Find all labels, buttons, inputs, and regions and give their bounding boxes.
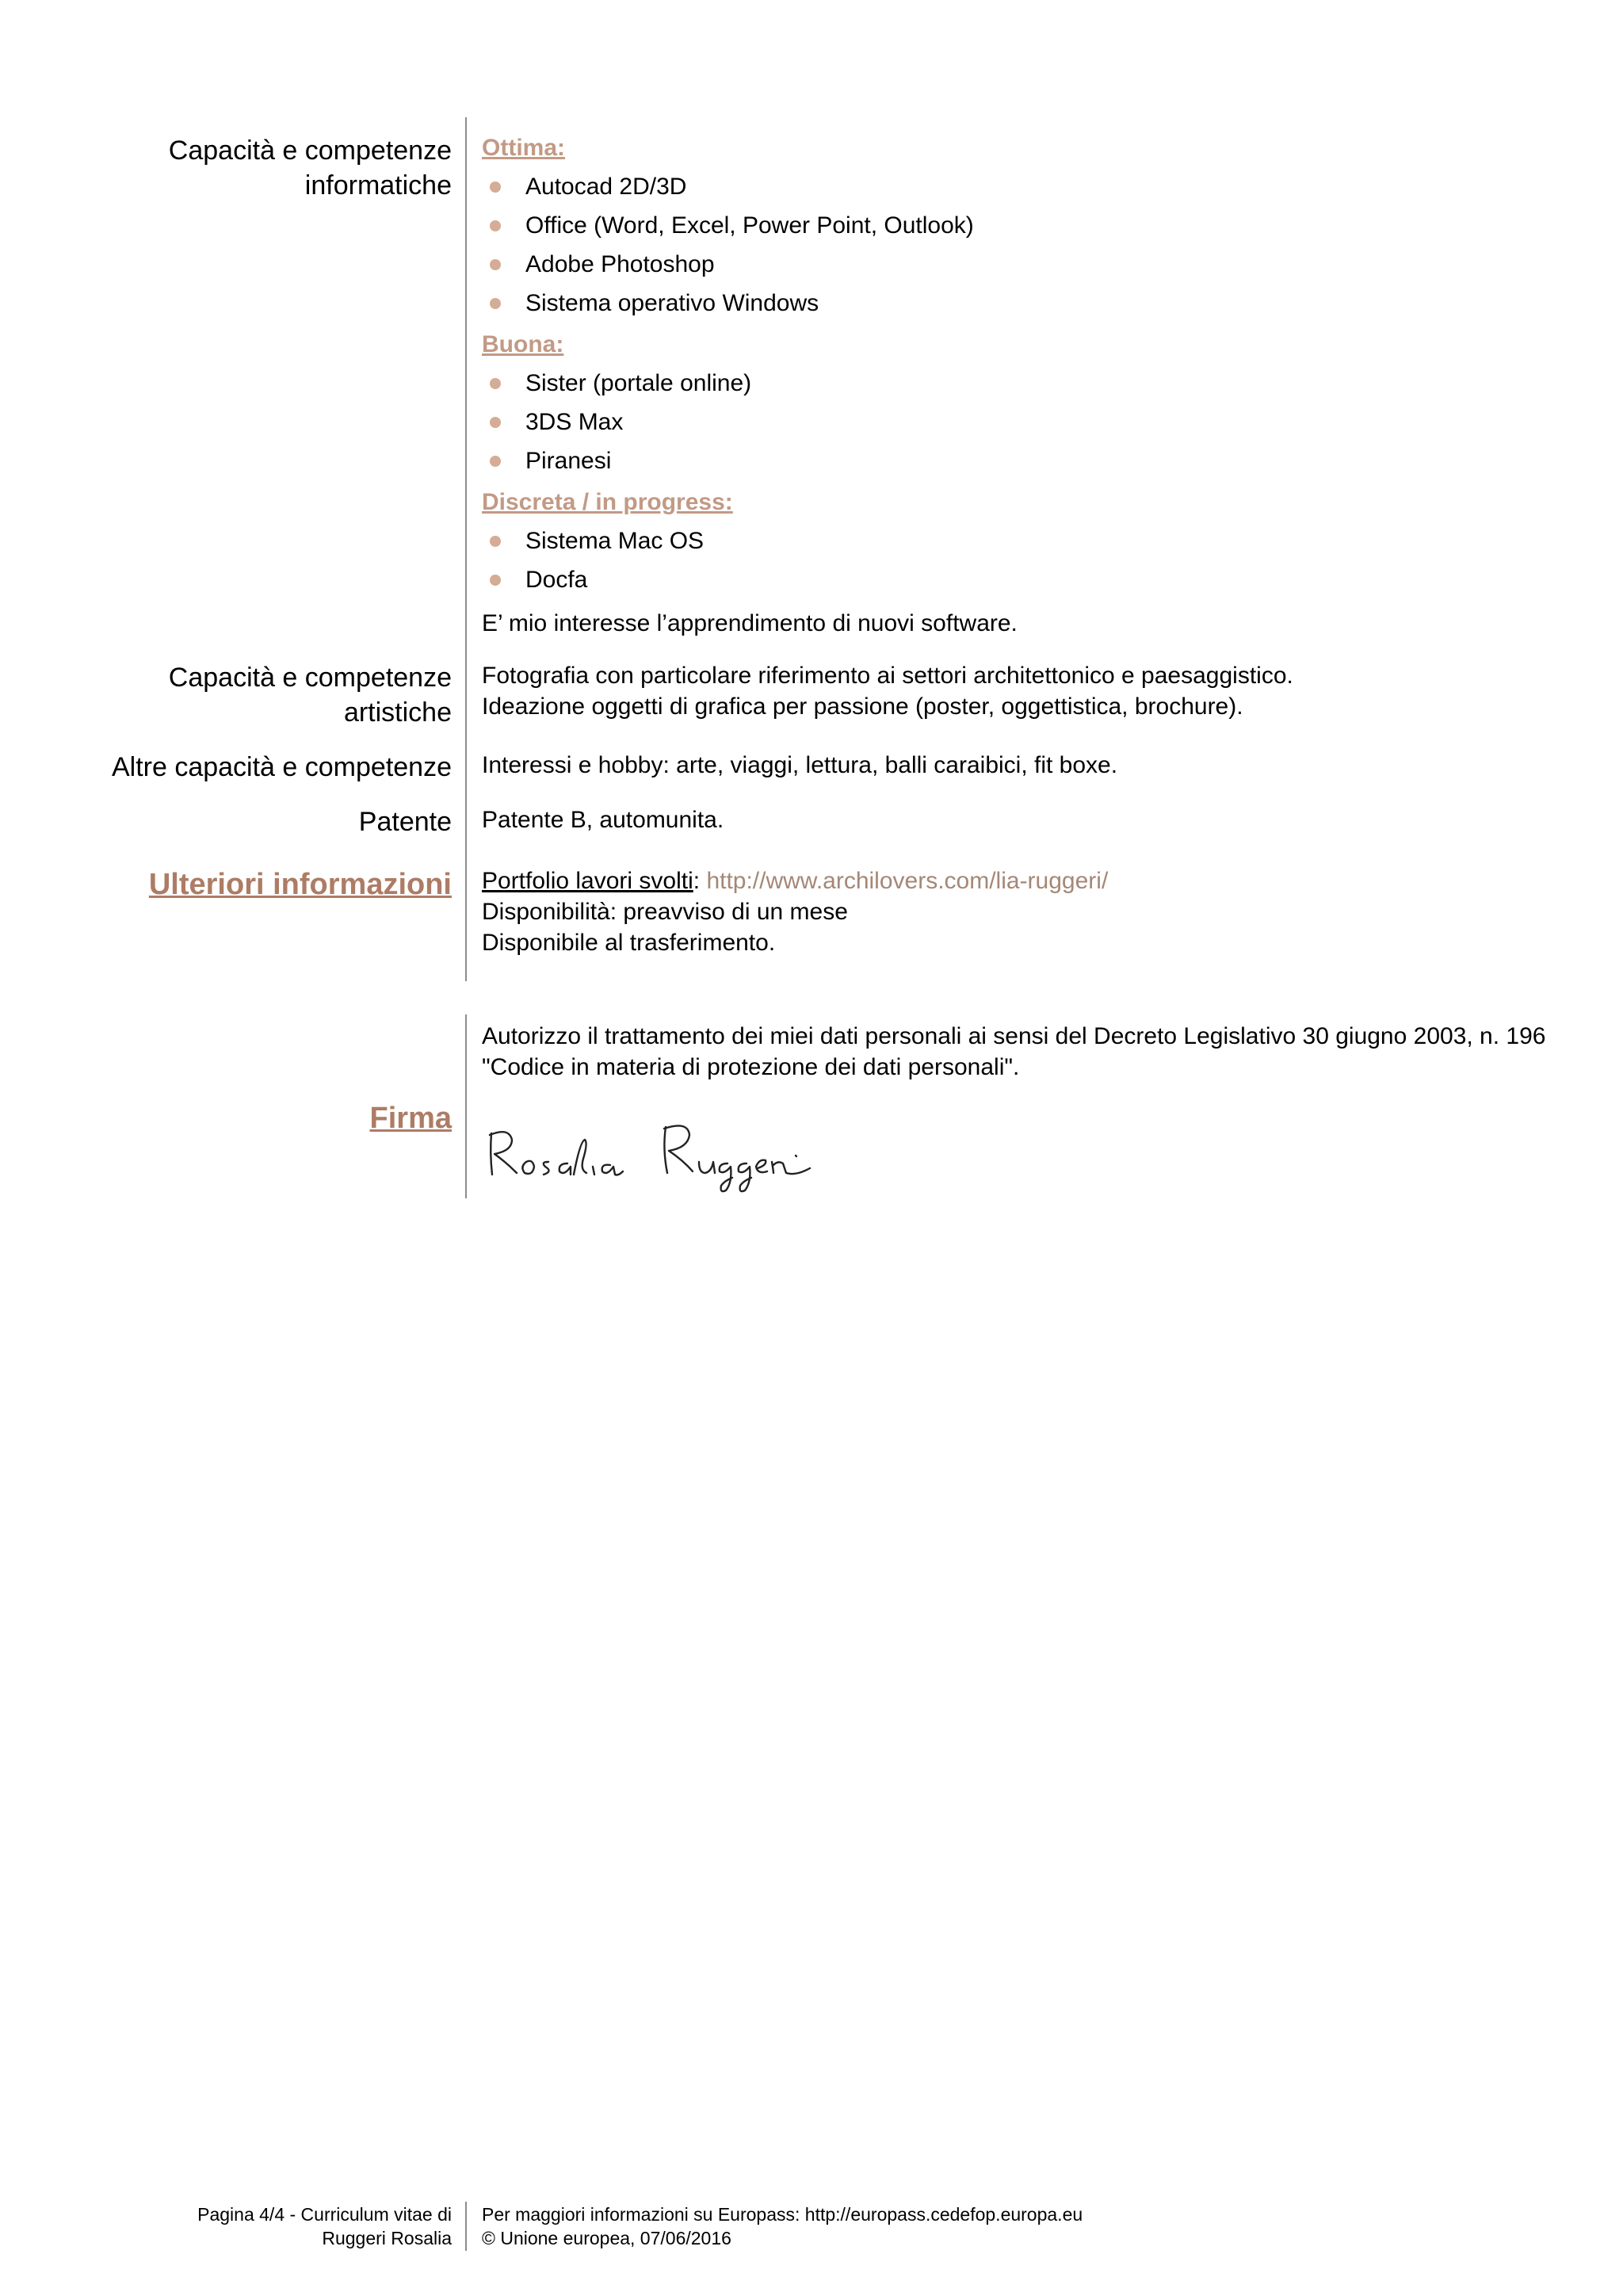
label-artistiche-line1: Capacità e competenze <box>168 663 452 693</box>
list-item: Piranesi <box>525 448 612 474</box>
list-item: Sistema operativo Windows <box>525 290 819 316</box>
bullet-icon <box>490 536 501 547</box>
column-divider <box>465 117 467 981</box>
footer-page-info: Pagina 4/4 - Curriculum vitae di <box>197 2204 452 2225</box>
list-item: Docfa <box>525 567 588 593</box>
heading-ulteriori: Ulteriori informazioni <box>148 868 452 901</box>
consent-line1: Autorizzo il trattamento dei miei dati personali ai sensi del Decreto Legislativo 30 giugno 2003, n. 196 <box>482 1023 1546 1049</box>
altre-text: Interessi e hobby: arte, viaggi, lettura, balli caraibici, fit boxe. <box>482 752 1118 778</box>
footer-divider <box>465 2202 467 2251</box>
list-item: Office (Word, Excel, Power Point, Outlook) <box>525 212 974 239</box>
footer-europass-info: Per maggiori informazioni su Europass: http://europass.cedefop.europa.eu <box>482 2204 1083 2225</box>
list-item: 3DS Max <box>525 409 624 435</box>
portfolio-link[interactable]: http://www.archilovers.com/lia-ruggeri/ <box>706 868 1109 894</box>
heading-firma: Firma <box>369 1102 452 1135</box>
portfolio-separator: : <box>693 868 707 894</box>
label-artistiche-line2: artistiche <box>343 697 452 728</box>
patente-text: Patente B, automunita. <box>482 807 724 833</box>
bullet-icon <box>490 417 501 428</box>
list-item: Sistema Mac OS <box>525 528 705 554</box>
label-informatiche-line2: informatiche <box>304 170 452 201</box>
label-altre: Altre capacità e competenze <box>111 752 452 782</box>
portfolio-label: Portfolio lavori svolti <box>482 868 693 894</box>
bullet-icon <box>490 456 501 467</box>
trasferimento-line: Disponibile al trasferimento. <box>482 930 776 956</box>
bullet-icon <box>490 220 501 231</box>
bullet-icon <box>490 181 501 193</box>
label-informatiche-line1: Capacità e competenze <box>168 136 452 166</box>
artistiche-line1: Fotografia con particolare riferimento ai settori architettonico e paesaggistico. <box>482 663 1293 689</box>
category-ottima: Ottima: <box>482 135 565 161</box>
bullet-icon <box>490 378 501 389</box>
artistiche-line2: Ideazione oggetti di grafica per passione (poster, oggettistica, brochure). <box>482 693 1243 720</box>
bullet-icon <box>490 259 501 270</box>
footer-copyright: © Unione europea, 07/06/2016 <box>482 2228 731 2248</box>
list-item: Autocad 2D/3D <box>525 174 687 200</box>
list-item: Sister (portale online) <box>525 370 752 396</box>
list-item: Adobe Photoshop <box>525 251 715 277</box>
column-divider <box>465 1014 467 1198</box>
category-discreta: Discreta / in progress: <box>482 489 733 515</box>
bullet-icon <box>490 298 501 309</box>
footer-page-owner: Ruggeri Rosalia <box>322 2228 452 2248</box>
portfolio-line <box>482 866 1108 896</box>
handwritten-signature <box>485 1110 850 1197</box>
disponibilita-line: Disponibilità: preavviso di un mese <box>482 899 848 925</box>
informatiche-note: E’ mio interesse l’apprendimento di nuovi software. <box>482 610 1018 636</box>
label-patente: Patente <box>358 807 452 837</box>
bullet-icon <box>490 575 501 586</box>
category-buona: Buona: <box>482 331 564 357</box>
consent-line2: "Codice in materia di protezione dei dati personali". <box>482 1054 1020 1080</box>
